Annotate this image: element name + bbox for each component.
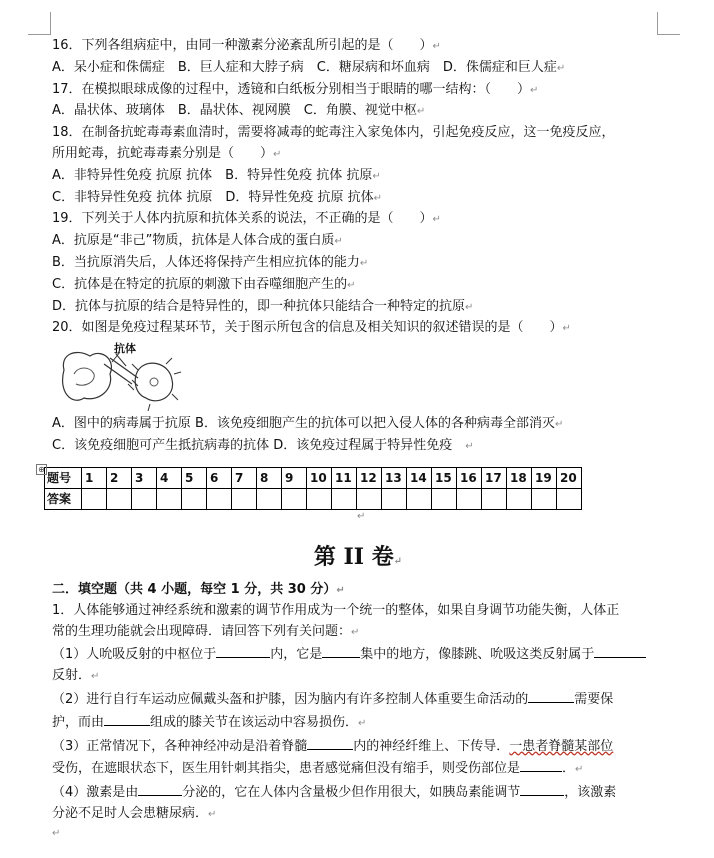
answer-cell[interactable] bbox=[107, 488, 132, 509]
answer-table-number-cell: 4 bbox=[157, 467, 182, 488]
fill-q1-part4: （4）激素是由 分泌的，它在人体内含量极少但作用很大，如胰岛素能调节 ，该激素 bbox=[52, 781, 664, 804]
page-corner-mark-top-right bbox=[657, 12, 680, 35]
answer-blank[interactable] bbox=[322, 643, 360, 658]
answer-cell[interactable] bbox=[307, 488, 332, 509]
q17-options: A．晶状体、玻璃体 B．晶状体、视网膜 C．角膜、视觉中枢↵ bbox=[52, 103, 426, 119]
answer-cell[interactable] bbox=[407, 488, 432, 509]
q19-option-d: D．抗体与抗原的结合是特异性的，即一种抗体只能结合一种特定的抗原↵ bbox=[52, 298, 474, 314]
paragraph-mark-icon: ↵ bbox=[336, 584, 345, 596]
answer-table-area bbox=[38, 464, 664, 510]
answer-blank[interactable] bbox=[520, 781, 564, 796]
section-2-title: 第 II 卷↵ bbox=[313, 543, 403, 570]
answer-table-number-cell: 16 bbox=[457, 467, 482, 488]
answer-blank[interactable] bbox=[594, 643, 646, 658]
q19-option-a: A．抗原是“非己”物质，抗体是人体合成的蛋白质↵ bbox=[52, 233, 343, 249]
answer-table-number-cell: 15 bbox=[432, 467, 457, 488]
answer-cell[interactable] bbox=[282, 488, 307, 509]
answer-blank[interactable] bbox=[216, 643, 270, 658]
answer-table-answer-row bbox=[45, 488, 582, 509]
fill-q1-part1-end: 反射．↵ bbox=[52, 668, 100, 684]
paragraph-mark-icon: ↵ bbox=[359, 257, 369, 269]
answer-table bbox=[44, 467, 582, 510]
q16-options: A．呆小症和侏儒症 B．巨人症和大脖子病 C．糖尿病和坏血病 D．侏儒症和巨人症↵ bbox=[52, 59, 566, 75]
fill-q1-part4-end: 分泌不足时人会患糖尿病．↵ bbox=[52, 805, 217, 821]
paragraph-mark-icon: ↵ bbox=[373, 192, 383, 204]
paragraph-mark-icon: ↵ bbox=[465, 440, 474, 452]
answer-table-number-cell: 13 bbox=[382, 467, 407, 488]
fill-in-heading: 二．填空题（共 4 小题，每空 1 分，共 30 分）↵ bbox=[52, 581, 345, 597]
q18-stem-line2: 所用蛇毒，抗蛇毒毒素分别是（ ）↵ bbox=[52, 145, 282, 161]
answer-cell[interactable] bbox=[557, 488, 582, 509]
answer-table-header-row bbox=[45, 467, 582, 488]
answer-table-number-cell: 19 bbox=[532, 467, 557, 488]
answer-table-number-cell: 1 bbox=[82, 467, 107, 488]
fill-q1-part1: （1）人吮吸反射的中枢位于 内，它是 集中的地方，像膝跳、吮吸这类反射属于 bbox=[52, 643, 664, 666]
fill-q1-intro-line2: 常的生理功能就会出现障碍．请回答下列有关问题：↵ bbox=[52, 623, 360, 639]
answer-blank[interactable] bbox=[104, 711, 150, 726]
q17-stem: 17．在模拟眼球成像的过程中，透镜和白纸板分别相当于眼睛的哪一结构：（ ）↵ bbox=[52, 81, 539, 97]
q19-stem: 19．下列关于人体内抗原和抗体关系的说法，不正确的是（ ）↵ bbox=[52, 211, 441, 227]
q20-stem: 20．如图是免疫过程某环节，关于图示所包含的信息及相关知识的叙述错误的是（ ）↵ bbox=[52, 320, 571, 336]
answer-blank[interactable] bbox=[307, 735, 353, 750]
answer-table-answer-label: 答案 bbox=[45, 488, 82, 509]
answer-blank[interactable] bbox=[138, 781, 182, 796]
answer-table-number-cell: 2 bbox=[107, 467, 132, 488]
paragraph-mark-icon: ↵ bbox=[357, 510, 366, 522]
answer-table-number-cell: 18 bbox=[507, 467, 532, 488]
paragraph-mark-icon: ↵ bbox=[562, 323, 571, 335]
q19-option-b: B．当抗原消失后，人体还将保持产生相应抗体的能力↵ bbox=[52, 254, 369, 270]
answer-table-number-cell: 8 bbox=[257, 467, 282, 488]
paragraph-mark-icon: ↵ bbox=[52, 827, 61, 839]
answer-cell[interactable] bbox=[132, 488, 157, 509]
figure-label-antibody: 抗体 bbox=[114, 342, 136, 356]
answer-table-header-label: 题号 bbox=[45, 467, 82, 488]
fill-q1-part3: （3）正常情况下，各种神经冲动是沿着脊髓 内的神经纤维上、下传导．一患者脊髓某部位 bbox=[52, 735, 664, 758]
paragraph-mark-icon: ↵ bbox=[208, 808, 217, 820]
paragraph-mark-icon: ↵ bbox=[91, 671, 100, 683]
answer-blank[interactable] bbox=[528, 688, 574, 703]
fill-q1-part2-end: 护，而由 组成的膝关节在该运动中容易损伤．↵ bbox=[52, 711, 664, 735]
answer-cell[interactable] bbox=[482, 488, 507, 509]
q20-options-line1: A．图中的病毒属于抗原 B．该免疫细胞产生的抗体可以把入侵人体的各种病毒全部消灭↵ bbox=[52, 416, 564, 432]
page-corner-mark-top-left bbox=[28, 12, 51, 35]
answer-table-number-cell: 12 bbox=[357, 467, 382, 488]
fill-q1-part3-end: 受伤，在遮眼状态下，医生用针刺其指尖，患者感觉痛但没有缩手，则受伤部位是 ．↵ bbox=[52, 757, 664, 781]
answer-table-number-cell: 14 bbox=[407, 467, 432, 488]
answer-table-number-cell: 7 bbox=[232, 467, 257, 488]
answer-table-number-cell: 11 bbox=[332, 467, 357, 488]
paragraph-mark-icon: ↵ bbox=[372, 170, 381, 182]
answer-table-number-cell: 3 bbox=[132, 467, 157, 488]
paragraph-mark-icon: ↵ bbox=[347, 279, 356, 291]
fill-q1-part2: （2）进行自行车运动应佩戴头盔和护膝，因为脑内有许多控制人体重要生命活动的 需要保 bbox=[52, 688, 664, 711]
paragraph-mark-icon: ↵ bbox=[416, 106, 426, 118]
immune-process-figure bbox=[54, 340, 184, 414]
q18-options-line1: A．非特异性免疫 抗原 抗体 B．特异性免疫 抗体 抗原↵ bbox=[52, 167, 381, 183]
document-page bbox=[38, 36, 664, 839]
paragraph-mark-icon: ↵ bbox=[465, 301, 474, 313]
paragraph-mark-icon: ↵ bbox=[273, 148, 282, 160]
q18-stem-line1: 18．在制备抗蛇毒毒素血清时，需要将减毒的蛇毒注入家兔体内，引起免疫反应，这一免疫反应， bbox=[52, 125, 615, 141]
answer-table-number-cell: 10 bbox=[307, 467, 332, 488]
answer-table-number-cell: 6 bbox=[207, 467, 232, 488]
answer-table-number-cell: 5 bbox=[182, 467, 207, 488]
answer-cell[interactable] bbox=[157, 488, 182, 509]
q20-options-line2: C．该免疫细胞可产生抵抗病毒的抗体 D．该免疫过程属于特异性免疫 ↵ bbox=[52, 437, 474, 453]
answer-cell[interactable] bbox=[332, 488, 357, 509]
table-move-handle-icon[interactable]: ⊕ bbox=[36, 464, 47, 475]
answer-blank[interactable] bbox=[520, 757, 562, 772]
answer-cell[interactable] bbox=[232, 488, 257, 509]
answer-table-number-cell: 20 bbox=[557, 467, 582, 488]
paragraph-mark-icon: ↵ bbox=[556, 62, 566, 74]
paragraph-mark-icon: ↵ bbox=[351, 626, 360, 638]
answer-cell[interactable] bbox=[432, 488, 457, 509]
q18-options-line2: C．非特异性免疫 抗体 抗原 D．特异性免疫 抗原 抗体↵ bbox=[52, 189, 383, 205]
paragraph-mark-icon: ↵ bbox=[530, 84, 539, 96]
answer-cell[interactable] bbox=[82, 488, 107, 509]
fill-q1-intro-line1: 1．人体能够通过神经系统和激素的调节作用成为一个统一的整体，如果自身调节功能失衡，人体正 bbox=[52, 602, 620, 618]
q16-stem: 16．下列各组病症中，由同一种激素分泌紊乱所引起的是（ ）↵ bbox=[52, 38, 441, 53]
answer-cell[interactable] bbox=[507, 488, 532, 509]
answer-cell[interactable] bbox=[182, 488, 207, 509]
answer-cell[interactable] bbox=[382, 488, 407, 509]
paragraph-mark-icon: ↵ bbox=[432, 214, 441, 226]
answer-cell[interactable] bbox=[257, 488, 282, 509]
answer-cell[interactable] bbox=[357, 488, 382, 509]
answer-cell[interactable] bbox=[457, 488, 482, 509]
paragraph-mark-icon: ↵ bbox=[432, 41, 441, 52]
paragraph-mark-icon: ↵ bbox=[393, 555, 403, 567]
paragraph-mark-icon: ↵ bbox=[554, 419, 564, 431]
answer-cell[interactable] bbox=[207, 488, 232, 509]
answer-table-number-cell: 17 bbox=[482, 467, 507, 488]
paragraph-mark-icon: ↵ bbox=[575, 764, 584, 776]
answer-table-number-cell: 9 bbox=[282, 467, 307, 488]
paragraph-mark-icon: ↵ bbox=[334, 236, 343, 248]
q19-option-c: C．抗体是在特定的抗原的刺激下由吞噬细胞产生的↵ bbox=[52, 276, 356, 292]
paragraph-mark-icon: ↵ bbox=[358, 717, 367, 729]
answer-cell[interactable] bbox=[532, 488, 557, 509]
